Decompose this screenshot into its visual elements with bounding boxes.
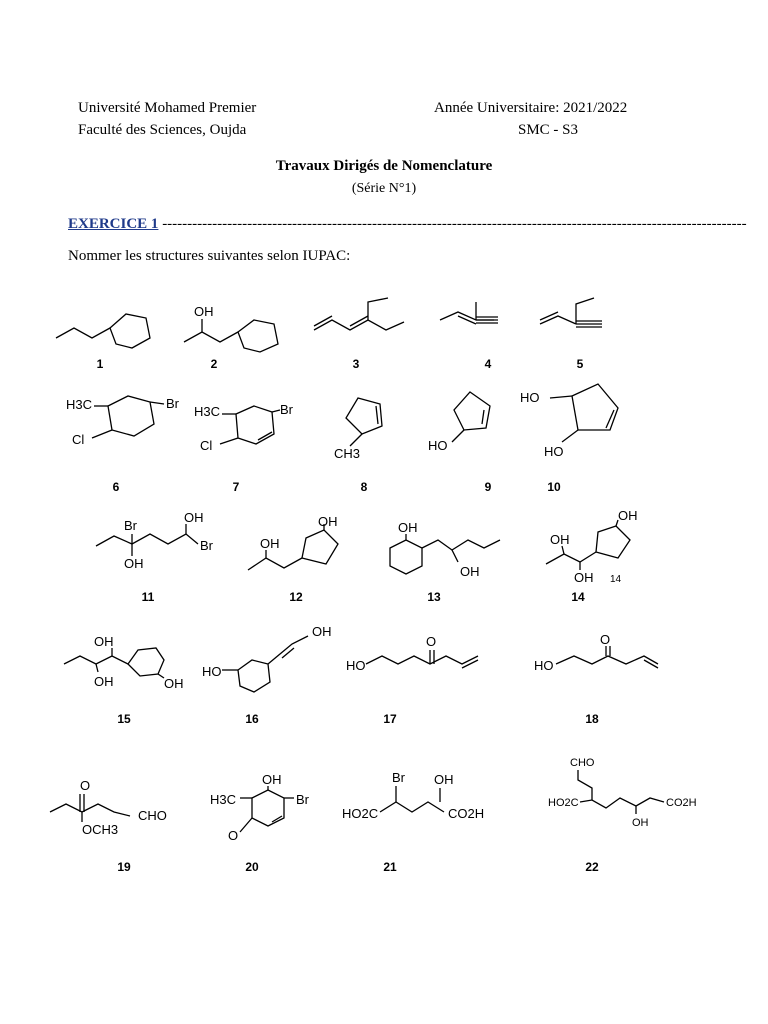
label-br: Br (296, 792, 309, 807)
label-oh-2: OH (124, 556, 144, 571)
faculty-name: Faculté des Sciences, Oujda (78, 122, 247, 138)
structure-18 (530, 630, 680, 682)
structure-number-22: 22 (585, 860, 599, 874)
label-br-2: Br (200, 538, 213, 553)
structure-6 (56, 382, 196, 452)
label-br: Br (392, 770, 405, 785)
page-subtitle: (Série N°1) (351, 181, 417, 196)
label-ho: HO (346, 658, 366, 673)
structure-4 (436, 292, 526, 332)
structure-13 (368, 514, 518, 584)
label-h3c: H3C (66, 397, 93, 412)
label-och3: OCH3 (82, 822, 119, 837)
label-oh-ring: OH (398, 520, 418, 535)
structure-number-5: 5 (576, 357, 584, 371)
label-ho: HO (202, 664, 222, 679)
label-o: O (600, 632, 611, 647)
structure-10 (514, 380, 634, 464)
label-cl: Cl (200, 438, 213, 453)
label-br-1: Br (124, 518, 137, 533)
label-h3c: H3C (210, 792, 237, 807)
label-ho: HO (534, 658, 554, 673)
label-o: O (228, 828, 239, 843)
structure-12 (240, 512, 360, 582)
label-oh: OH (194, 304, 214, 319)
structure-22 (548, 754, 708, 834)
structure-number-13: 13 (427, 590, 441, 604)
structure-11 (92, 508, 222, 578)
academic-year: Année Universitaire: 2021/2022 (434, 100, 628, 116)
label-ch3: CH3 (334, 446, 361, 461)
label-oh-2: OH (94, 674, 114, 689)
structure-2 (176, 302, 286, 352)
structure-number-21: 21 (383, 860, 397, 874)
label-oh-ring: OH (618, 508, 638, 523)
label-oh: OH (632, 817, 649, 829)
structure-number-9: 9 (484, 480, 492, 494)
label-ho2c: HO2C (548, 797, 579, 809)
page-title: Travaux Dirigés de Nomenclature (275, 158, 493, 174)
structure-8 (318, 384, 408, 460)
exercise-dashes: --------------------------------------------------------------------------------------------------------------------- (162, 216, 747, 232)
label-14: 14 (610, 574, 622, 585)
structure-number-18: 18 (585, 712, 599, 726)
structure-3 (310, 290, 420, 340)
structure-number-17: 17 (383, 712, 397, 726)
structure-number-1: 1 (96, 357, 104, 371)
label-oh-1: OH (184, 510, 204, 525)
structure-number-11: 11 (141, 590, 155, 604)
label-oh: OH (434, 772, 454, 787)
label-cl: Cl (72, 432, 85, 447)
label-oh-2: OH (574, 570, 594, 585)
label-oh: OH (262, 772, 282, 787)
structure-17 (340, 634, 490, 684)
label-oh-chain: OH (460, 564, 480, 579)
exercise-heading (68, 216, 747, 233)
structure-number-2: 2 (210, 357, 218, 371)
university-name: Université Mohamed Premier (78, 100, 257, 116)
label-cho: CHO (138, 808, 167, 823)
label-o: O (426, 634, 437, 649)
label-oh-chain: OH (260, 536, 280, 551)
structure-15 (60, 634, 190, 706)
label-cho: CHO (570, 757, 595, 769)
label-oh-1: OH (550, 532, 570, 547)
structure-19 (46, 778, 176, 840)
structure-number-20: 20 (245, 860, 259, 874)
structure-number-8: 8 (360, 480, 368, 494)
label-br: Br (280, 402, 293, 417)
structure-1 (50, 292, 170, 352)
label-co2h: CO2H (448, 806, 485, 821)
label-h3c: H3C (194, 404, 221, 419)
exercise-label: EXERCICE 1 (68, 216, 159, 232)
structure-number-10: 10 (547, 480, 561, 494)
structure-20 (210, 770, 330, 846)
structure-number-15: 15 (117, 712, 131, 726)
structure-number-6: 6 (112, 480, 120, 494)
structure-number-7: 7 (232, 480, 240, 494)
label-ho-top: HO (520, 390, 540, 405)
label-oh-ring: OH (318, 514, 338, 529)
label-oh-ring: OH (164, 676, 184, 691)
label-co2h: CO2H (666, 797, 697, 809)
structure-number-16: 16 (245, 712, 259, 726)
structure-5 (536, 290, 626, 334)
exercise-instruction: Nommer les structures suivantes selon IUPAC: (68, 248, 351, 264)
label-ho: HO (428, 438, 448, 453)
structure-7 (192, 392, 302, 462)
program-code: SMC - S3 (518, 122, 579, 138)
structure-number-4: 4 (484, 357, 492, 371)
structure-number-14: 14 (571, 590, 585, 604)
label-oh-1: OH (94, 634, 114, 649)
structure-number-19: 19 (117, 860, 131, 874)
label-ho2c: HO2C (342, 806, 379, 821)
structure-16 (198, 624, 348, 706)
label-br: Br (166, 396, 179, 411)
structure-number-3: 3 (352, 357, 360, 371)
label-ho-bottom: HO (544, 444, 564, 459)
structure-21 (340, 770, 485, 830)
structure-14 (540, 502, 670, 586)
structure-9 (424, 384, 514, 460)
structure-number-12: 12 (289, 590, 303, 604)
label-oh: OH (312, 624, 332, 639)
label-o: O (80, 778, 91, 793)
